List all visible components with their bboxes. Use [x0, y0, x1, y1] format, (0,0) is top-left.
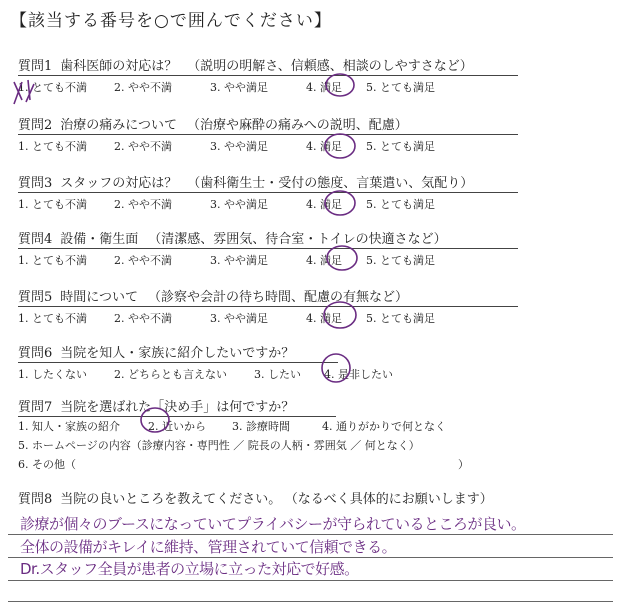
question-title: 当院を知人・家族に紹介したいですか？: [60, 346, 295, 361]
option-4[interactable]: 4. 満足: [306, 312, 342, 325]
option-5[interactable]: 5. とても満足: [366, 312, 435, 325]
form-header: 【該当する番号を○で囲んでください】: [10, 11, 332, 31]
question-number: 質問8: [18, 492, 53, 507]
rating-options: [18, 252, 518, 268]
option-5[interactable]: 5. ホームページの内容（診療内容・専門性 ／ 院長の人柄・雰囲気 ／ 何となく）: [18, 439, 420, 452]
question-3: [18, 172, 518, 212]
question-2: [18, 114, 518, 154]
option-1[interactable]: 1. とても不満: [18, 254, 87, 267]
rating-options: [18, 196, 518, 212]
question-title: 当院の良いところを教えてください。: [60, 492, 282, 507]
question-title: 治療の痛みについて: [60, 118, 178, 133]
question-subtitle: （診察や会計の待ち時間、配慮の有無など）: [148, 290, 409, 305]
handwritten-answer-line-3: Dr.スタッフ全員が患者の立場に立った対応で好感。: [20, 560, 359, 578]
option-3[interactable]: 3. やや満足: [210, 254, 268, 267]
option-2[interactable]: 2. やや不満: [114, 312, 172, 325]
question-8: [18, 488, 558, 508]
option-4[interactable]: 4. 是非したい: [324, 368, 393, 381]
referral-options: [18, 366, 393, 382]
option-2[interactable]: 2. やや不満: [114, 140, 172, 153]
option-3[interactable]: 3. 診療時間: [232, 420, 290, 433]
question-number: 質問6: [18, 346, 53, 361]
option-1[interactable]: 1. したくない: [18, 368, 87, 381]
option-3[interactable]: 3. したい: [254, 368, 301, 381]
option-4[interactable]: 4. 満足: [306, 81, 342, 94]
option-1[interactable]: 1. とても不満: [18, 81, 87, 94]
rating-options: [18, 79, 518, 95]
question-6: [18, 342, 393, 382]
option-1[interactable]: 1. 知人・家族の紹介: [18, 420, 120, 433]
option-2[interactable]: 2. 近いから: [148, 420, 206, 433]
question-5: [18, 286, 518, 326]
option-3[interactable]: 3. やや満足: [210, 81, 268, 94]
option-2[interactable]: 2. やや不満: [114, 254, 172, 267]
question-subtitle: （なるべく具体的にお願いします）: [291, 492, 493, 507]
question-7: [18, 396, 498, 474]
option-4[interactable]: 4. 満足: [306, 198, 342, 211]
option-5[interactable]: 5. とても満足: [366, 140, 435, 153]
rating-options: [18, 310, 518, 326]
rating-options: [18, 138, 518, 154]
option-4[interactable]: 4. 満足: [306, 254, 342, 267]
option-5[interactable]: 5. とても満足: [366, 254, 435, 267]
question-4: [18, 228, 518, 268]
question-title: 当院を選ばれた「決め手」は何ですか？: [60, 400, 295, 415]
question-number: 質問4: [18, 232, 53, 247]
answer-line: [8, 534, 613, 535]
question-subtitle: （説明の明解さ、信頼感、相談のしやすさなど）: [187, 59, 473, 74]
option-6[interactable]: 6. その他（: [18, 458, 76, 471]
option-1[interactable]: 1. とても不満: [18, 140, 87, 153]
question-subtitle: （治療や麻酔の痛みへの説明、配慮）: [187, 118, 408, 133]
question-title: 時間について: [60, 290, 139, 305]
option-6-close: ）: [458, 458, 469, 471]
question-number: 質問1: [18, 59, 53, 74]
option-3[interactable]: 3. やや満足: [210, 140, 268, 153]
question-number: 質問3: [18, 176, 53, 191]
option-2[interactable]: 2. どちらとも言えない: [114, 368, 227, 381]
question-1: [18, 55, 518, 95]
question-number: 質問2: [18, 118, 53, 133]
question-title: 歯科医師の対応は？: [60, 59, 178, 74]
question-number: 質問5: [18, 290, 53, 305]
question-title: 設備・衛生面: [60, 232, 139, 247]
option-3[interactable]: 3. やや満足: [210, 312, 268, 325]
handwritten-answer-line-2: 全体の設備がキレイに維持、管理されていて信頼できる。: [20, 538, 397, 556]
answer-line: [8, 601, 613, 602]
answer-line: [8, 580, 613, 581]
option-4[interactable]: 4. 満足: [306, 140, 342, 153]
handwritten-answer-line-1: 診療が個々のブースになっていてプライバシーが守られているところが良い。: [20, 515, 526, 533]
option-2[interactable]: 2. やや不満: [114, 81, 172, 94]
question-number: 質問7: [18, 400, 53, 415]
option-1[interactable]: 1. とても不満: [18, 198, 87, 211]
option-5[interactable]: 5. とても満足: [366, 198, 435, 211]
question-subtitle: （清潔感、雰囲気、待合室・トイレの快適さなど）: [148, 232, 447, 247]
question-subtitle: （歯科衛生士・受付の態度、言葉遣い、気配り）: [187, 176, 474, 191]
deciding-factor-options: [18, 417, 498, 474]
option-5[interactable]: 5. とても満足: [366, 81, 435, 94]
option-2[interactable]: 2. やや不満: [114, 198, 172, 211]
option-1[interactable]: 1. とても不満: [18, 312, 87, 325]
option-4[interactable]: 4. 通りがかりで何となく: [322, 420, 446, 433]
option-3[interactable]: 3. やや満足: [210, 198, 268, 211]
question-title: スタッフの対応は？: [60, 176, 178, 191]
